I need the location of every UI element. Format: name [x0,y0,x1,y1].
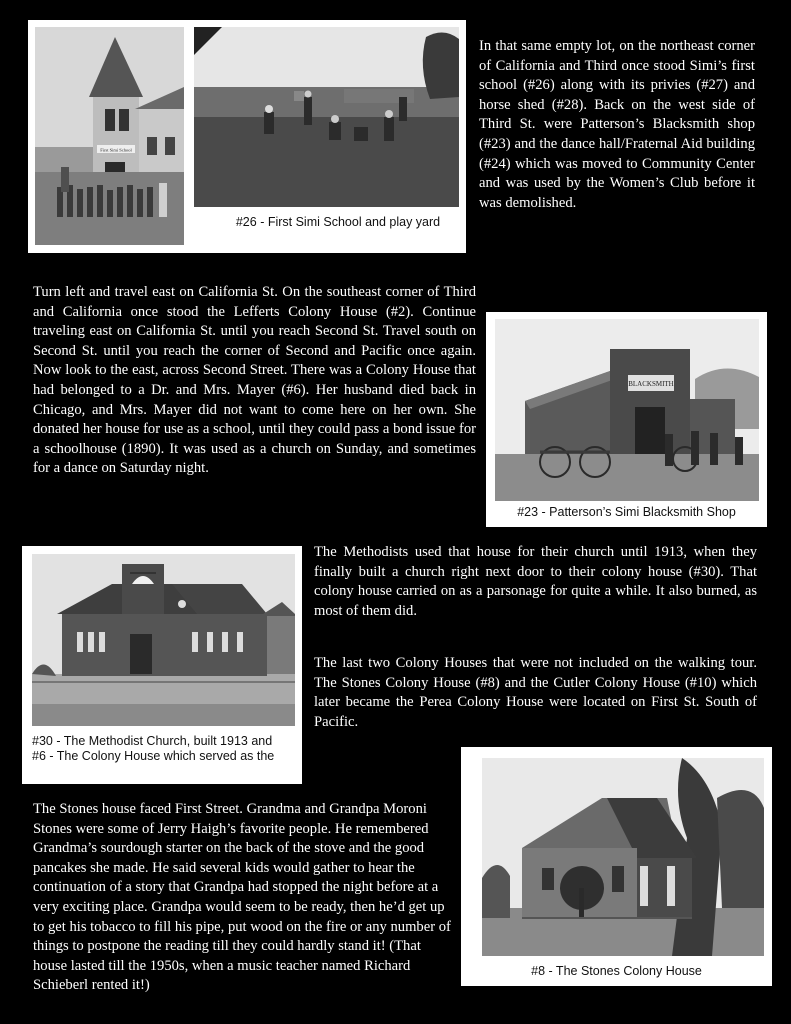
school-tower-photo [35,27,184,245]
stones-paragraph: The Stones house faced First Street. Grandma and Grandpa Moroni Stones were some of Jerry Haigh’s favorite people. He remembered Grandma’s sourdough starter on the back of the stove and the good pancakes she made. He said several kids would gather to hear the continuation of a story that Grandpa had stopped the night before at a very exciting place. Grandpa would seem to be ready, then he’d get up to get his tobacco to fill his pipe, put wood on the fire or any number of things to postpone the reading till they could hardly stand it! (That house lasted till the 1950s, when a music teacher named Richard Schieberl rented it!) [33,801,451,994]
stones-photo-frame [461,747,772,986]
school-photo-frame [28,20,466,253]
school-caption: #26 - First Simi School and play yard [235,215,441,229]
blacksmith-photo [495,319,759,501]
methodist-photo [32,554,295,726]
methodist-caption-line1: #30 - The Methodist Church, built 1913 and [32,734,273,748]
blacksmith-sign: BLACKSMITH [628,380,674,388]
blacksmith-caption: #23 - Patterson’s Simi Blacksmith Shop [517,505,736,519]
methodist-caption-line2: #6 - The Colony House which served as the [32,749,275,763]
methodist-paragraph: The Methodists used that house for their church until 1913, when they finally built a church right next door to their colony house (#30). That colony house carried on as a parsonage for quite a while. It also burned, as most of them did. [314,544,757,619]
school-paragraph: In that same empty lot, on the northeast corner of California and Third once stood Simi’s first school (#26) along with its privies (#27) and horse shed (#28). Back on the west side of Third St. were Patterson’s Blacksmith shop (#23) and the dance hall/Fraternal Aid building (#24) which was moved to Community Center and was used by the Women’s Club before it was demolished. [479,38,755,211]
blacksmith-photo-frame [486,312,767,527]
methodist-photo-frame [22,546,302,784]
last-two-paragraph: The last two Colony Houses that were not included on the walking tour. The Stones Colony House (#8) and the Cutler Colony House (#10) which later became the Perea Colony House were located on First St. South of Pacific. [314,655,757,730]
school-playyard-photo [194,27,459,207]
stones-photo [482,758,764,956]
california-paragraph: Turn left and travel east on California St. On the southeast corner of Third and California once stood the Lefferts Colony House (#2). Continue traveling east on California St. until you reach Second St. Travel south on Second St. until you reach the corner of Second and Pacific once again. Now look to the east, across Second Street. There was a Colony House that had belonged to a Dr. and Mrs. Mayer (#6). Her husband died back in Chicago, and Mrs. Mayer did not want to come here on her own. She donated her house for use as a school, until they could pass a bond issue for a schoolhouse (1890). It was used as a church on Sunday, and sometimes for a dance on Saturday night. [33,284,476,477]
school-sign: First Simi School [100,147,132,153]
stones-caption: #8 - The Stones Colony House [531,964,702,978]
